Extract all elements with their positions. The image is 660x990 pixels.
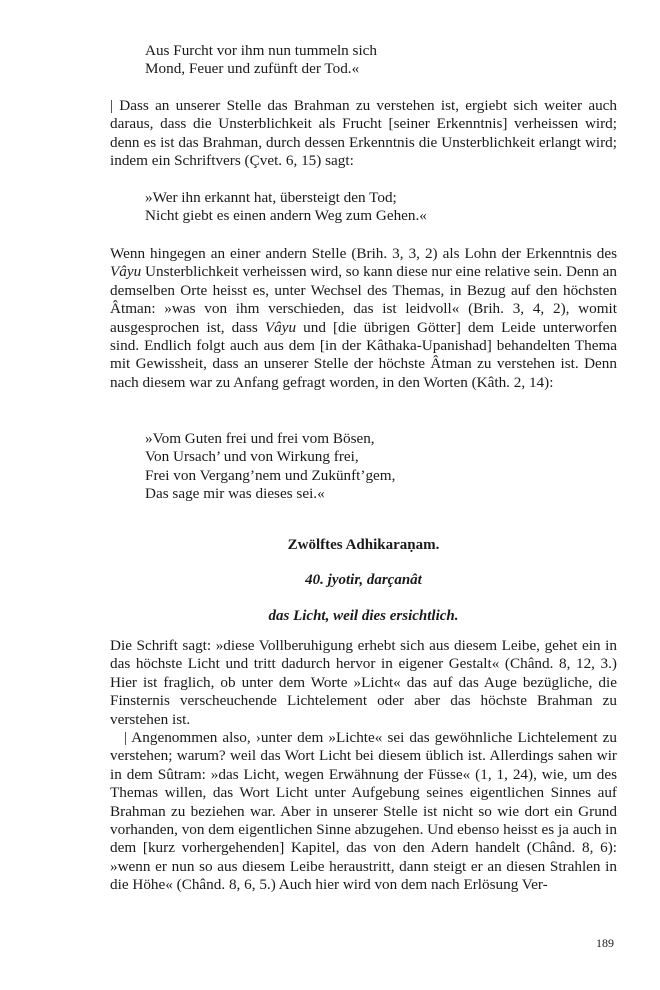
text-run: Wenn hingegen an einer andern Stelle (Brih. 3, 3, 2) als Lohn der Erkenntnis des xyxy=(110,245,617,262)
sutra-heading: 40. jyotir, darçanât xyxy=(305,572,422,588)
text-run: und [die übrigen Götter] dem Leide unterworfen sind. Endlich folgt auch aus dem [in der Kâthaka-Upanishad] behandelten Thema mit Gewissheit, dass an unserer Stelle der höchste Âtman zu verstehen ist. Denn nach diesem war zu Anfang gefragt worden, in den Worten (Kâth. 2, 14): xyxy=(110,318,617,391)
paragraph-3 xyxy=(110,637,617,895)
paragraph-1 xyxy=(110,97,617,171)
page-number: 189 xyxy=(596,936,614,950)
paragraph-text: | Dass an unserer Stelle das Brahman zu verstehen ist, ergiebt sich weiter auch daraus, dass die Unsterblichkeit als Frucht [seiner Erkenntnis] verheissen wird; denn es ist das Brahman, durch dessen Erkenntnis die Unsterblichkeit erlangt wird; indem ein Schriftvers (Çvet. 6, 15) sagt: xyxy=(110,97,617,170)
paragraph-2 xyxy=(110,245,617,392)
verse-line: »Wer ihn erkannt hat, übersteigt den Tod; xyxy=(145,189,397,206)
verse-line: »Vom Guten frei und frei vom Bösen, xyxy=(145,430,375,447)
verse-line: Von Ursach’ und von Wirkung frei, xyxy=(145,448,359,466)
text-run: Unsterblichkeit verheissen wird, so kann diese nur eine relative sein. Denn an demselben Orte heisst es, unter Wechsel des Themas, in Bezug auf den höchsten Âtman: »was von ihm verschieden, das ist leidvoll« (Brih. 3, 4, 2), womit ausgesprochen ist, dass xyxy=(110,263,617,336)
verse-quote-1 xyxy=(145,42,615,79)
italic-term: Vâyu xyxy=(264,318,297,336)
verse-line: Mond, Feuer und zufünft der Tod.« xyxy=(145,60,360,78)
verse-quote-3 xyxy=(145,430,615,504)
verse-line: Nicht giebt es einen andern Weg zum Gehen.« xyxy=(145,207,427,225)
section-heading: Zwölftes Adhikaraṇam. xyxy=(287,537,440,553)
verse-line: Frei von Vergang’nem und Zukünft’gem, xyxy=(145,466,396,484)
italic-term: Vâyu xyxy=(110,263,142,281)
verse-line: Das sage mir was dieses sei.« xyxy=(145,485,325,503)
paragraph-text xyxy=(110,245,617,392)
paragraph-text: Die Schrift sagt: »diese Vollberuhigung erhebt sich aus diesem Leibe, gehet ein in das höchste Licht und tritt dadurch hervor in eigener Gestalt« (Chând. 8, 12, 3.) Hier ist fraglich, ob unter dem Worte »Licht« das auf das Auge bezügliche, die Finsternis verscheuchende Lichtelement oder aber das höchste Brahman zu verstehen ist. xyxy=(110,637,617,728)
sutra-translation-heading: das Licht, weil dies ersichtlich. xyxy=(268,608,459,624)
paragraph-text: | Angenommen also, ›unter dem »Lichte« sei das gewöhnliche Lichtelement zu verstehen; warum? weil das Wort Licht bei diesem üblich ist. Allerdings sahen wir in dem Sûtram: »das Licht, wegen Erwähnung der Füsse« (1, 1, 24), wie, um des Themas willen, das Wort Licht unter Aufgebung seines eigentlichen Sinnes auf Brahman zu beziehen war. Aber in unserer Stelle ist nicht so wie dort ein Grund vorhanden, von dem eigentlichen Sinne abzugehen. Und ebenso heisst es ja auch in dem [kurz vorhergehenden] Kapitel, das von den Adern handelt (Chând. 8, 6): »wenn er nun so aus diesem Leibe heraustritt, dann steigt er an diesen Strahlen in die Höhe« (Chând. 8, 6, 5.) Auch hier wird von dem nach Erlösung Ver- xyxy=(110,729,617,894)
verse-quote-2 xyxy=(145,189,615,226)
verse-line: Aus Furcht vor ihm nun tummeln sich xyxy=(145,42,378,59)
